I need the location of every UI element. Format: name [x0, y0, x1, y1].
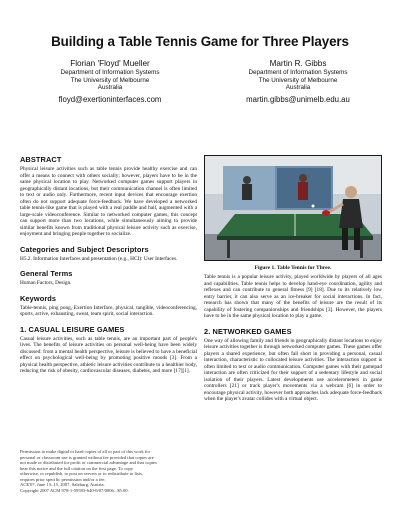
figure-caption: Figure 1. Table Tennis for Three.	[254, 265, 332, 271]
section-1-text: Casual leisure activities, such as table tennis, are an important part of people's lives. The benefits of leisure activities on personal well-being have been widely discussed: from a mental health perspective, leisure is believed to have a beneficial effect on psychological well-being by promoting positive moods [3]. From a physical health perspective, athletic leisure activities contribute to a healthier body, reducing the risk of obesity, cardiovascular diseases, diabetes, and more [17][1].	[20, 335, 197, 374]
section-1-heading: 1. CASUAL LEISURE GAMES	[20, 324, 125, 334]
terms-text: Human Factors, Design.	[20, 280, 72, 286]
footnote-line: Copyright 2007 ACM 978-1-59593-640-0/07/0006...$5.00.	[20, 487, 129, 493]
intro-continuation	[204, 274, 382, 320]
author-university: The University of Melbourne	[70, 76, 150, 84]
abstract-text: Physical leisure activities such as table tennis provide healthy exercise and can offer a means to connect with others socially; however, players have to be in the same physical location to play. Networked computer games support players in geographically distant locations, but their communication channel is often limited to text or audio only. Furthermore, recent input devices that encourage exertion often do not support adequate force-feedback. We have developed a networked table tennis-like game that is played with a real paddle and ball, augmented with a large-scale videoconference. Similar to networked computer games, this concept can support more than two locations, while simultaneously aiming to provide similar benefits known from traditional physical leisure activity such as exercise, enjoyment and bringing people together to socialize.	[20, 166, 197, 237]
section-2	[204, 327, 382, 403]
author-department: Department of Information Systems	[248, 69, 348, 76]
author-email: floyd@exertioninterfaces.com	[58, 94, 162, 104]
section-2-heading: 2. NETWORKED GAMES	[204, 326, 292, 336]
footnote-line: otherwise, or republish, to post on servers or to redistribute to lists,	[20, 471, 143, 476]
abstract-section	[20, 155, 197, 238]
table-tennis-photo	[205, 156, 382, 261]
footnote-line: bear this notice and the full citation on the first page. To copy	[20, 465, 134, 471]
paper-title: Building a Table Tennis Game for Three Players	[51, 34, 349, 49]
footnote-line: requires prior specific permission and/or a fee.	[20, 476, 106, 482]
author-university: The University of Melbourne	[258, 76, 338, 84]
terms-section	[20, 269, 197, 287]
section-2-text: One way of allowing family and friends in geographically distant locations to enjoy leisure activities together is through networked computer games. These games offer players a shared experience, but often fall short in providing a personal, casual interaction, characteristic to collocated leisure activities. The interaction support is often limited to text or audio communication. Computer games with their gamepad interaction are often criticized for their support of a sedentary lifestyle and social isolation of their players. Latest developments use accelerometers in game controllers [21] or track player's movements via a webcam [6] in order to encourage physical activity, however both approaches lack adequate force-feedback when the player's avatar collides with a virtual object.	[204, 337, 382, 402]
author-country: Australia	[97, 84, 123, 92]
categories-text: H5.2. Information Interfaces and presentation (e.g., HCI): User Interfaces.	[20, 255, 178, 262]
section-1	[20, 325, 197, 375]
keywords-section	[20, 294, 197, 318]
copyright-footnote	[20, 449, 192, 493]
author-name: Florian 'Floyd' Mueller	[70, 59, 150, 68]
footnote-line: Permission to make digital or hard copies of all or part of this work for	[20, 449, 151, 454]
figure-photo	[204, 155, 382, 261]
right-paragraph-1: Table tennis is a popular leisure activity, played worldwide by players of all ages and capabilities. Table tennis helps to develop hand-eye coordination, agility and reflexes and can contribute to general fitness [9] [18]. Due to its relatively low entry barrier, it can also serve as an ice-breaker for social interactions. In fact, research has shown that many of the benefits of leisure are the result of its capability of fostering companionships and friendships [3]. However, the players have to be in the same physical location to play a game.	[204, 274, 382, 319]
categories-heading: Categories and Subject Descriptors	[20, 244, 149, 254]
keywords-heading: Keywords	[20, 293, 57, 303]
categories-section	[20, 245, 197, 263]
keywords-text: Table-tennis, ping pong, Exertion Interface, physical, tangible, videoconferencing, sports, active, exhausting, sweat, team spirit, social interaction.	[20, 304, 197, 317]
right-column	[204, 155, 382, 410]
author-block-2	[208, 59, 388, 105]
author-country: Australia	[285, 84, 311, 92]
author-email: martin.gibbs@unimelb.edu.au	[246, 94, 350, 104]
footnote-line: not made or distributed for profit or commercial advantage and that copies	[20, 460, 157, 465]
author-department: Department of Information Systems	[60, 69, 160, 76]
footnote-line: ACE'07, June 13–15, 2007, Salzburg, Austria.	[20, 482, 105, 487]
left-column	[20, 155, 197, 382]
terms-heading: General Terms	[20, 269, 73, 278]
abstract-heading: ABSTRACT	[20, 155, 62, 164]
author-name: Martin R. Gibbs	[269, 59, 327, 68]
footnote-line: personal or classroom use is granted without fee provided that copies are	[20, 454, 154, 460]
author-block-1	[20, 59, 200, 105]
